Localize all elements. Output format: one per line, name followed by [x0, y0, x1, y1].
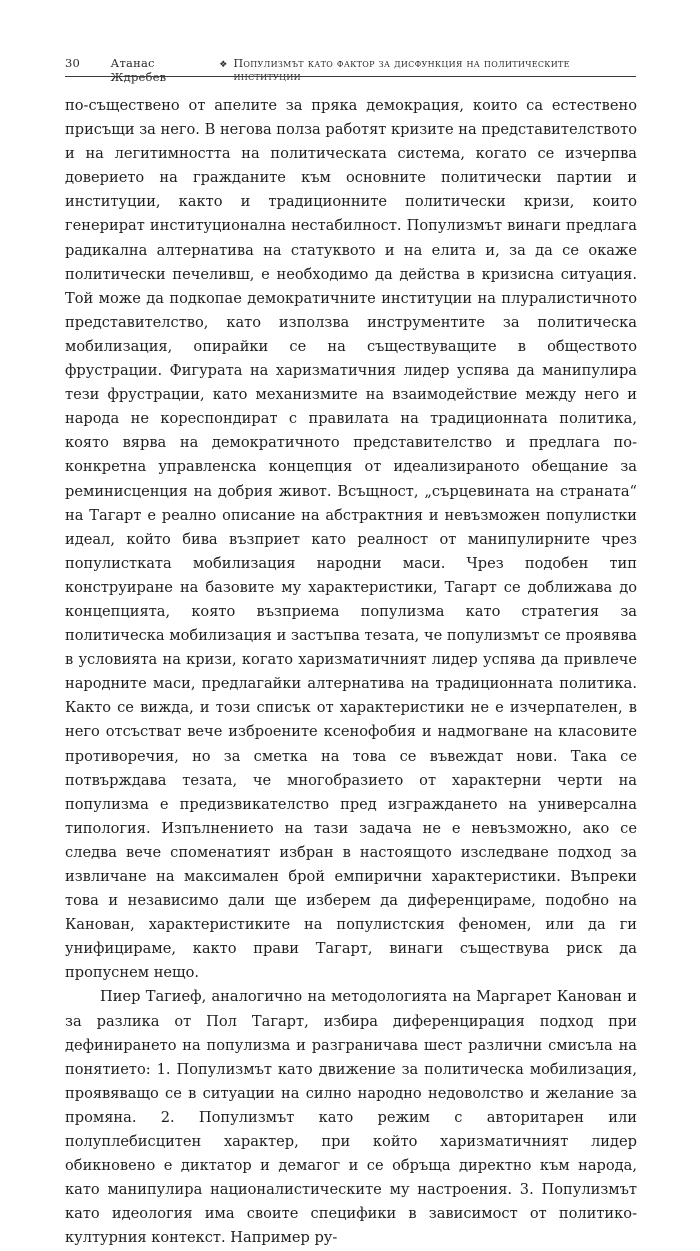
paragraph: по-съществено от апелите за пряка демокрация, които са естествено присъщи за него. В негова полза работят кризите на представителството и на легитимността на политическата система, когато се изчерпва доверието на гражданите към основните политически партии и институции, както и традиционните политически кризи, които генерират институционална нестабилност. Популизмът винаги предлага радикална алтернатива на статуквото и на елита и, за да се окаже политически печеливш, е необходимо да действа в кризисна ситуация. Той може да подкопае демократичните институции на плуралистичното представителство, като използва инструментите за политическа мобилизация, опирайки се на съществуващите в обществото фрустрации. Фигурата на харизматичния лидер успява да манипулира тези фрустрации, като механизмите на взаимодействие между него и народа не кореспондират с правилата на традиционната политика, която вярва на демократичното представителство и предлага по-конкретна управленска концепция от идеализираното обещание за реминисценция на добрия живот. Всъщност, „сърцевината на страната“ на Тагарт е реално описание на абстрактния и невъзможен популистки идеал, който бива възприет като реалност от манипулирните чрез популистката мобилизация народни маси. Чрез подобен тип конструиране на базовите му характеристики, Тагарт се доближава до концепцията, която възприема популизма като стратегия за политическа мобилизация и застъпва тезата, че популизмът се проявява в условията на кризи, когато харизматичният лидер успява да привлече народните маси, предлагайки алтернатива на традиционната политика. Както се вижда, и този списък от характеристики не е изчерпателен, в него отсъстват вече изброените ксенофобия и надмогване на класовите противоречия, но за сметка на това се въвеждат нови. Така се потвърждава тезата, че многобразието от характерни черти на популизма е предизвикателство пред изграждането на универсална типология. Изпълнението на тази задача не е невъзможно, ако се следва вече споменатият избран в настоящото изследване подход за извличане на максимален брой емпирични характеристики. Въпреки това и независимо дали ще изберем да диференцираме, подобно на Канован, характеристиките на популистския феномен, или да ги унифицираме, както прави Тагарт, винаги съществува риск да пропуснем нещо.: [65, 97, 637, 982]
paragraph: Пиер Тагиеф, аналогично на методологията на Маргарет Канован и за разлика от Пол Тагарт, избира диференцирация подход при дефинирането на популизма и разграничава шест различни смисъла на понятието: 1. Популизмът като движение за политическа мобилизация, проявяващо се в ситуации на силно народно недоволство и желание за промяна. 2. Популизмът като режим с авторитарен или полуплебисцитен характер, при който харизматичният лидер обикновено е диктатор и демагог и се обръща директно към народа, като манипулира националистическите му настроения. 3. Популизмът като идеология има своите специфики в зависимост от политико-културния контекст. Например ру-: [65, 988, 637, 1247]
running-header: [65, 56, 637, 84]
header-rule: [65, 76, 636, 77]
body-text: [65, 94, 637, 1251]
header-title: Популизмът като фактор за дисфункция на политическите институции: [233, 57, 570, 83]
page-number: 30: [65, 56, 81, 70]
header-author: Атанас Ждребев: [110, 56, 167, 84]
header-separator-icon: ❖: [219, 60, 228, 70]
